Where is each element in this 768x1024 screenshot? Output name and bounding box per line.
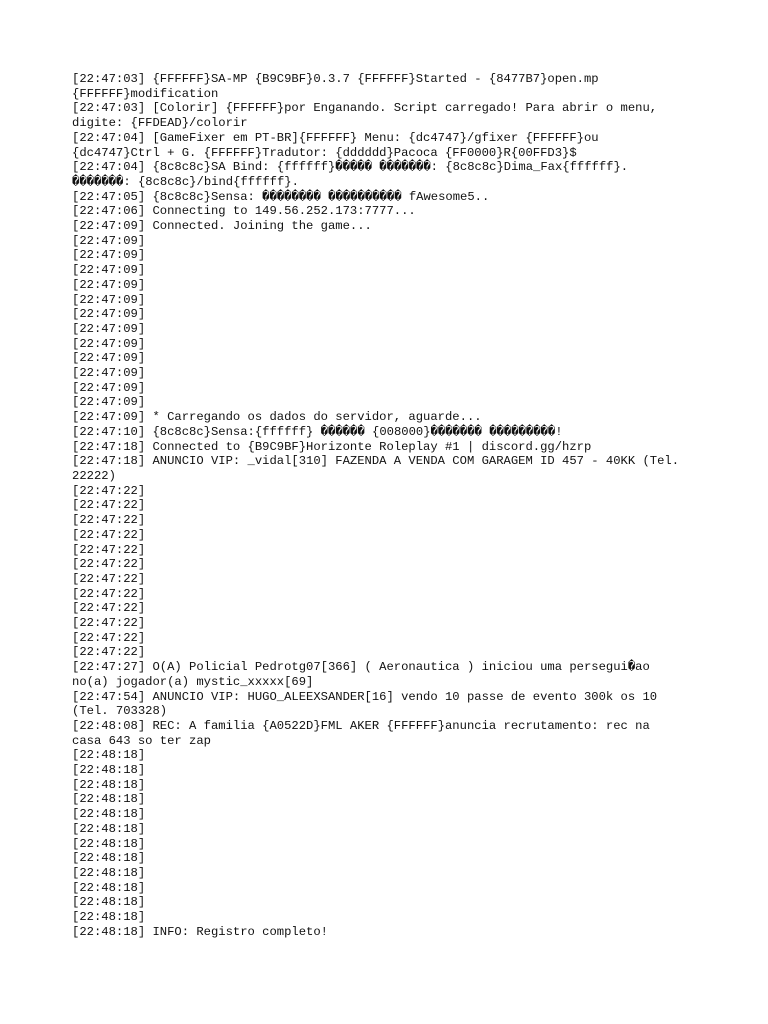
log-line: [22:47:04] [GameFixer em PT-BR]{FFFFFF} Menu: {dc4747}/gfixer {FFFFFF}ou {dc4747}Ctrl + G. {FFFFFF}Tradutor: {dddddd}Pacoca {FF0000}R{00FFD3}$ [72,130,599,160]
log-line: [22:47:22] [72,513,146,528]
log-line: [22:47:22] [72,586,146,601]
log-line: [22:47:09] [72,336,146,351]
log-line: [22:47:54] ANUNCIO VIP: HUGO_ALEEXSANDER[16] vendo 10 passe de evento 300k os 10 (Tel. 703328) [72,689,658,719]
log-line: [22:47:03] [Colorir] {FFFFFF}por Enganando. Script carregado! Para abrir o menu, digite: {FFDEAD}/colorir [72,101,658,131]
log-line: [22:48:18] [72,895,146,910]
log-line: [22:47:09] [72,263,146,278]
log-line: [22:47:27] O(A) Policial Pedrotg07[366] ( Aeronautica ) iniciou uma persegui�ao no(a) jogador(a) mystic_xxxxx[69] [72,660,650,689]
log-line: [22:47:09] [72,307,146,322]
log-line: [22:48:18] [72,910,146,925]
log-line: [22:47:04] {8c8c8c}SA Bind: {ffffff}����� �������: {8c8c8c}Dima_Fax{ffffff}. �������: {8c8c8c}/bind{ffffff}. [72,160,629,189]
log-line: [22:47:22] [72,601,146,616]
log-line: [22:47:09] [72,248,146,263]
chat-log-document [72,72,702,939]
log-line: [22:48:18] [72,777,146,792]
log-line: [22:47:09] [72,380,146,395]
log-line: [22:47:05] {8c8c8c}Sensa: �������� ���������� fAwesome5.. [72,189,490,204]
log-line: [22:48:18] [72,865,146,880]
log-line: [22:47:22] [72,483,146,498]
log-line: [22:47:09] [72,321,146,336]
log-line: [22:48:18] [72,836,146,851]
log-line: [22:47:09] Connected. Joining the game... [72,219,372,234]
log-line: [22:48:18] [72,807,146,822]
log-line: [22:47:09] [72,395,146,410]
log-line: [22:47:09] [72,292,146,307]
log-line: [22:48:18] [72,880,146,895]
log-line: [22:47:22] [72,645,146,660]
log-line: [22:47:09] [72,366,146,381]
log-line: [22:48:08] REC: A familia {A0522D}FML AKER {FFFFFF}anuncia recrutamento: rec na casa 643 so ter zap [72,718,650,748]
log-line: [22:47:09] * Carregando os dados do servidor, aguarde... [72,410,482,425]
log-line: [22:47:06] Connecting to 149.56.252.173:7777... [72,204,416,219]
log-line: [22:48:18] [72,763,146,778]
log-line: [22:47:22] [72,557,146,572]
log-line: [22:48:18] [72,748,146,763]
log-line: [22:48:18] INFO: Registro completo! [72,924,328,939]
log-line: [22:47:10] {8c8c8c}Sensa:{ffffff} ������ {008000}������� ���������! [72,424,563,439]
log-line: [22:48:18] [72,792,146,807]
log-line: [22:47:09] [72,233,146,248]
log-line: [22:47:22] [72,571,146,586]
log-line: [22:48:18] [72,851,146,866]
log-line: [22:47:09] [72,277,146,292]
log-line: [22:47:18] Connected to {B9C9BF}Horizonte Roleplay #1 | discord.gg/hzrp [72,439,592,454]
log-line: [22:47:03] {FFFFFF}SA-MP {B9C9BF}0.3.7 {FFFFFF}Started - {8477B7}open.mp {FFFFFF}modification [72,72,599,101]
log-line: [22:48:18] [72,821,146,836]
log-line: [22:47:22] [72,498,146,513]
log-line: [22:47:22] [72,527,146,542]
log-line: [22:47:22] [72,630,146,645]
log-line: [22:47:22] [72,616,146,631]
log-lines [72,72,702,939]
log-line: [22:47:18] ANUNCIO VIP: _vidal[310] FAZENDA A VENDA COM GARAGEM ID 457 - 40KK (Tel. 22222) [72,454,680,483]
log-line: [22:47:09] [72,351,146,366]
log-line: [22:47:22] [72,542,146,557]
